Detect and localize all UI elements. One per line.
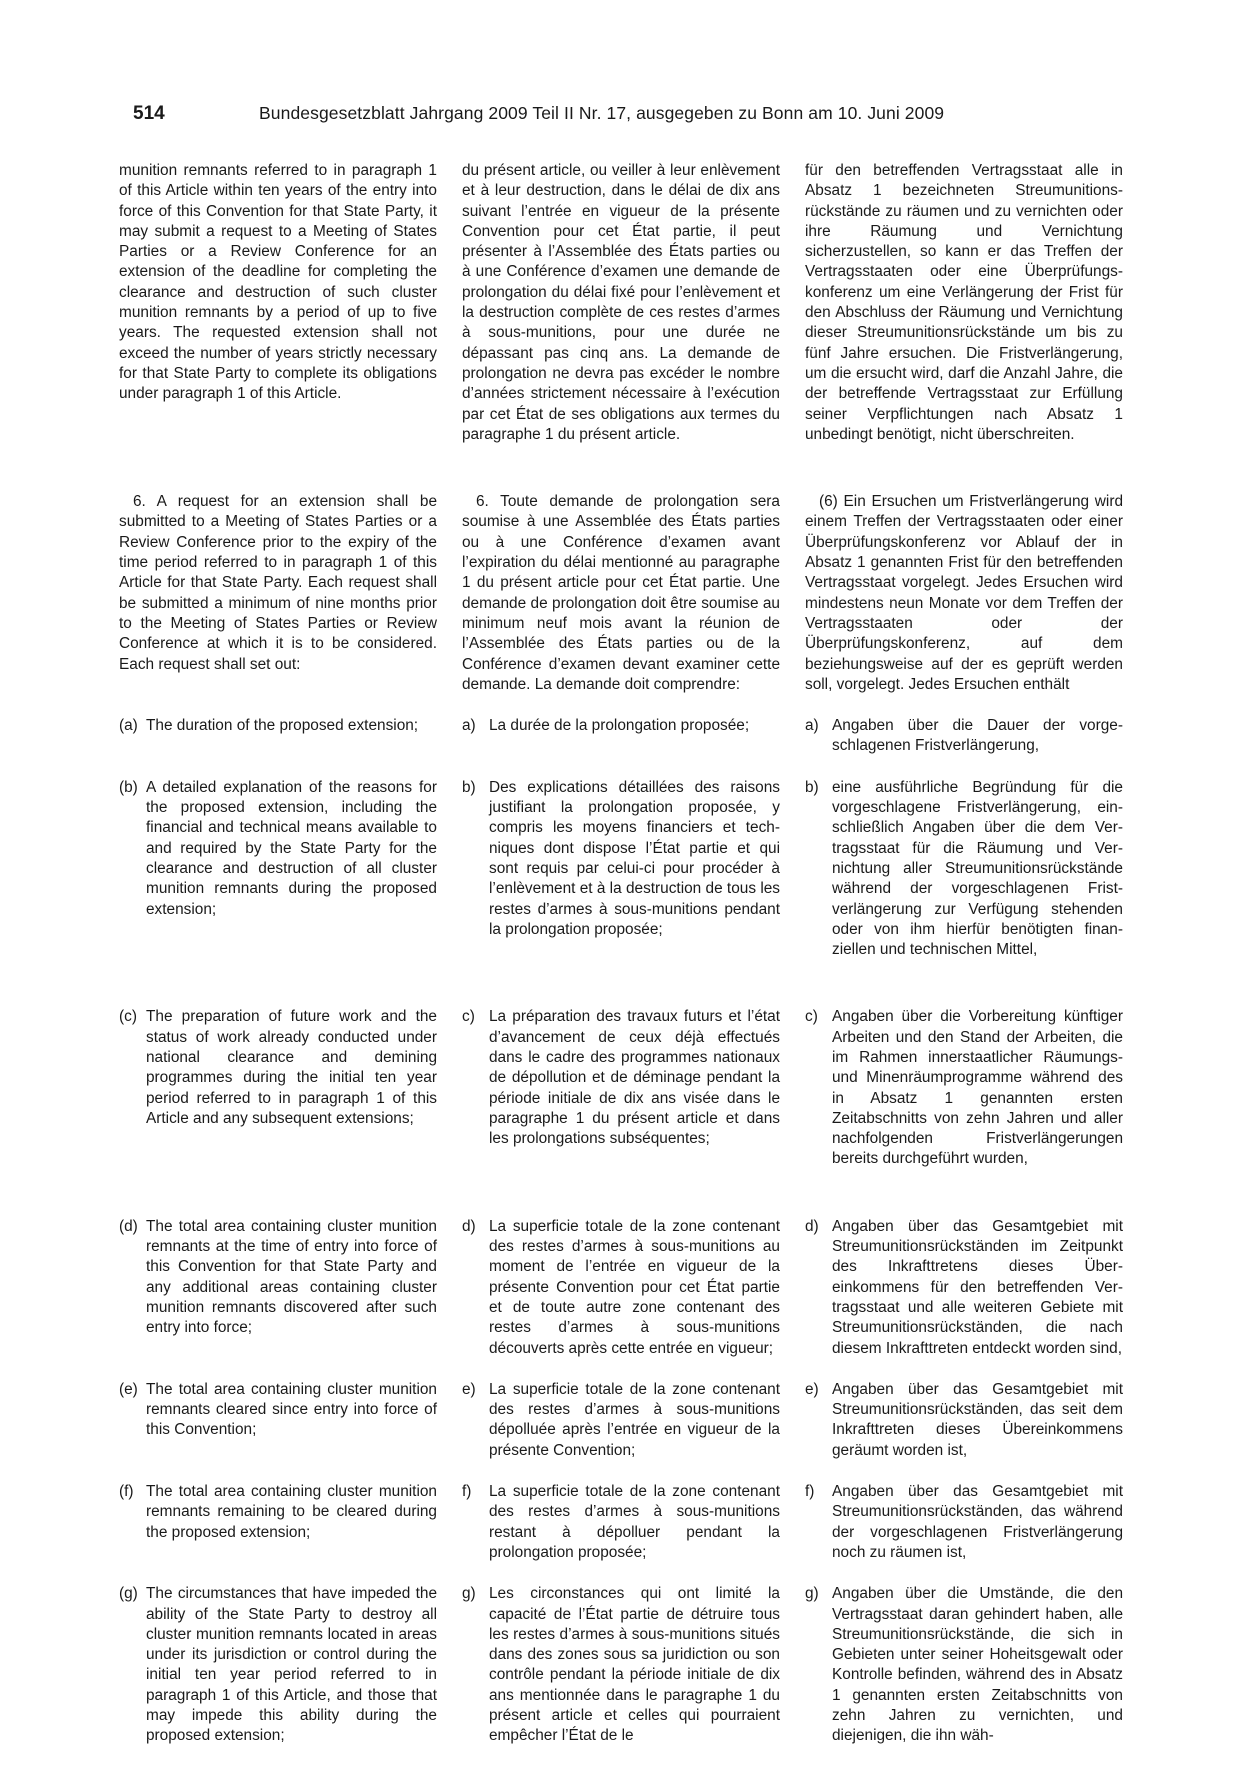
item-label: c)	[462, 1008, 475, 1026]
item-text: La durée de la prolongation proposée;	[489, 717, 750, 735]
german-item	[805, 1217, 1123, 1359]
item-text: Angaben über die Umstände, die den Vertragsstaat daran gehindert haben, alle Streumunitionsrückstände, die sich in Gebieten unter seiner Hoheitsgewalt oder Kontrolle befinden, während des in Absatz 1 genannten ersten Zeitabschnitts von zehn Jahren zu vernichten, und diejenigen, die ihn wäh-	[832, 1585, 1123, 1745]
item-label: g)	[462, 1585, 476, 1603]
french-column	[462, 492, 780, 695]
item-text: The duration of the proposed extension;	[146, 717, 419, 735]
german-column	[805, 161, 1123, 445]
item-text: The total area containing cluster munition remnants at the time of entry into force of this Convention for that State Party and any additional areas containing cluster munition remnants discovered after such entry into force;	[146, 1217, 437, 1337]
item-text: Angaben über die Vorbereitung künftiger Arbeiten und den Stand der Arbeiten, die im Rahmen innerstaatlicher Räumungs- und Minenräumprogramme während des in Absatz 1 genannten ersten Zeitabschnitts von zehn Jahren und aller nachfolgenden Fristverlängerungen bereits durchgeführt wurden,	[832, 1008, 1123, 1168]
french-item	[462, 1007, 780, 1169]
item-label: e)	[805, 1380, 819, 1398]
item-label: d)	[805, 1217, 819, 1235]
item-text: Les circonstances qui ont limité la capacité de l’État partie de détruire tous les restes d’armes à sous-munitions situés dans des zones sous sa juridiction ou son contrôle pendant la période initiale de dix ans mentionnée dans le paragraphe 1 du présent article et celles qui pourraient empêcher l’État de le	[489, 1585, 780, 1745]
german-item	[805, 716, 1123, 757]
item-text: La superficie totale de la zone contenant des restes d’armes à sous-munitions dépolluée après l’entrée en vigueur de la présente Convention;	[489, 1380, 780, 1459]
french-column	[462, 161, 780, 445]
list-item-b	[119, 778, 1124, 961]
page-header	[133, 103, 1113, 133]
item-label: g)	[805, 1585, 819, 1603]
paragraph-text: du présent article, ou veiller à leur enlèvement et à leur destruction, dans le délai de dix ans suivant l’entrée en vigueur de la présente Convention pour cet État partie, il peut présenter à l’Assemblée des États parties ou à une Conférence d’examen une demande de prolongation du délai fixé pour l’enlèvement et la destruction complète de ces restes d’armes à sous-munitions, pour une durée ne dépassant pas cinq ans. La demande de prolongation ne devra pas excéder le nombre d’années strictement nécessaire à l’exécution par cet État de ses obligations aux termes du paragraphe 1 du présent article.	[462, 162, 780, 443]
english-item	[119, 1482, 437, 1563]
gazette-title: Bundesgesetzblatt Jahrgang 2009 Teil II Nr. 17, ausgegeben zu Bonn am 10. Juni 2009	[259, 103, 945, 123]
english-column	[119, 492, 437, 695]
item-text: La superficie totale de la zone contenant des restes d’armes à sous-munitions au moment de l’entrée en vigueur de la présente Convention pour cet État partie et de toute autre zone contenant des restes d’armes à sous-munitions découverts après cette entrée en vigueur;	[489, 1217, 780, 1357]
paragraph-text: für den betreffenden Vertragsstaat alle in Absatz 1 bezeichneten Streumunitionsrückstände zu räumen und zu vernichten oder ihre Räumung und Vernichtung sicherzustellen, so kann er das Treffen der Vertragsstaaten oder eine Überprüfungskonferenz um eine Verlängerung der Frist für den Abschluss der Räumung und Vernichtung dieser Streumunitionsrückstände um bis zu fünf Jahre ersuchen. Die Fristverlängerung, um die ersucht wird, darf die Anzahl Jahre, die der betreffende Vertragsstaat zur Erfüllung seiner Verpflichtungen nach Absatz 1 unbedingt benötigt, nicht überschreiten.	[805, 162, 1123, 443]
english-column	[119, 161, 437, 445]
item-label: f)	[462, 1483, 472, 1501]
german-column	[805, 492, 1123, 695]
item-label: (d)	[119, 1217, 138, 1235]
item-text: The total area containing cluster munition remnants cleared since entry into force of this Convention;	[146, 1380, 437, 1439]
item-label: (g)	[119, 1585, 138, 1603]
paragraph-text: 6. Toute demande de prolongation sera soumise à une Assemblée des États parties ou à une Conférence d’examen avant l’expiration du délai mentionné au paragraphe 1 du présent article pour cet État partie. Une demande de prolongation doit être soumise au minimum neuf mois avant la réunion de l’Assemblée des États parties ou de la Conférence d’examen devant examiner cette demande. La demande doit comprendre:	[462, 493, 780, 693]
french-item	[462, 1217, 780, 1359]
list-item-g	[119, 1584, 1124, 1746]
english-item	[119, 1584, 437, 1746]
paragraph-5-continued	[119, 161, 1124, 445]
item-text: Angaben über das Gesamtgebiet mit Streumunitionsrückständen im Zeitpunkt des Inkrafttretens dieses Übereinkommens für den betreffenden Vertragsstaat und alle weiteren Gebiete mit Streumunitionsrückständen, die nach diesem Inkrafttreten entdeckt worden sind,	[832, 1217, 1123, 1357]
item-label: a)	[805, 717, 819, 735]
french-item	[462, 1584, 780, 1746]
item-text: A detailed explanation of the reasons for the proposed extension, including the financial and technical means available to and required by the State Party for the clearance and destruction of all cluster munition remnants during the proposed extension;	[146, 778, 437, 918]
french-item	[462, 1380, 780, 1461]
item-text: Des explications détaillées des raisons justifiant la prolongation proposée, y compris les moyens financiers et techniques dont dispose l’État partie et qui sont requis par celui-ci pour procéder à l’enlèvement et à la destruction de tous les restes d’armes à sous-munitions pendant la prolongation proposée;	[489, 778, 780, 938]
english-item	[119, 1217, 437, 1359]
item-label: d)	[462, 1217, 476, 1235]
english-item	[119, 1380, 437, 1461]
paragraph-text: munition remnants referred to in paragraph 1 of this Article within ten years of the entry into force of this Convention for that State Party, it may submit a request to a Meeting of States Parties or a Review Conference for an extension of the deadline for completing the clearance and destruction of such cluster munition remnants by a period of up to five years. The requested extension shall not exceed the number of years strictly necessary for that State Party to complete its obligations under paragraph 1 of this Article.	[119, 162, 437, 403]
list-item-a	[119, 716, 1124, 757]
french-item	[462, 716, 780, 757]
list-item-c	[119, 1007, 1124, 1169]
french-item	[462, 1482, 780, 1563]
item-text: The preparation of future work and the status of work already conducted under national clearance and demining programmes during the initial ten year period referred to in paragraph 1 of this Article and any subsequent extensions;	[146, 1008, 437, 1127]
item-text: Angaben über die Dauer der vorgeschlagenen Fristverlängerung,	[832, 717, 1123, 755]
page-number: 514	[133, 103, 165, 124]
german-item	[805, 778, 1123, 961]
item-label: b)	[805, 778, 819, 796]
item-label: (c)	[119, 1008, 137, 1026]
item-label: a)	[462, 717, 476, 735]
german-item	[805, 1007, 1123, 1169]
list-item-e	[119, 1380, 1124, 1461]
item-text: La superficie totale de la zone contenant des restes d’armes à sous-munitions restant à dépolluer pendant la prolongation proposée;	[489, 1483, 780, 1561]
german-item	[805, 1482, 1123, 1563]
item-text: La préparation des travaux futurs et l’état d’avancement de ceux déjà effectués dans le cadre des programmes nationaux de dépollution et de déminage pendant la période initiale de dix ans visée dans le paragraphe 1 du présent article et dans les prolongations subséquentes;	[489, 1008, 780, 1148]
item-text: eine ausführliche Begründung für die vorgeschlagene Fristverlängerung, einschließlich Angaben über die dem Vertragsstaat für die Räumung und Vernichtung aller Streumunitionsrückstände während der vorgeschlagenen Fristverlängerung zur Verfügung stehenden oder von ihm hierfür benötigten finanziellen und technischen Mittel,	[832, 778, 1123, 959]
item-text: The circumstances that have impeded the ability of the State Party to destroy all cluster munition remnants located in areas under its jurisdiction or control during the initial ten year period referred to in paragraph 1 of this Article, and those that may impede this ability during the proposed extension;	[146, 1585, 437, 1745]
item-text: The total area containing cluster munition remnants remaining to be cleared during the proposed extension;	[146, 1483, 437, 1541]
item-text: Angaben über das Gesamtgebiet mit Streumunitionsrückständen, das während der vorgeschlagenen Fristverlängerung noch zu räumen ist,	[832, 1483, 1123, 1561]
german-item	[805, 1584, 1123, 1746]
item-label: e)	[462, 1380, 476, 1398]
item-label: (a)	[119, 717, 138, 735]
list-item-f	[119, 1482, 1124, 1563]
english-item	[119, 778, 437, 961]
item-label: c)	[805, 1008, 818, 1026]
list-item-d	[119, 1217, 1124, 1359]
item-label: b)	[462, 778, 476, 796]
paragraph-text: (6) Ein Ersuchen um Fristverlängerung wird einem Treffen der Vertragsstaaten oder einer Überprüfungskonferenz vor Ablauf der in Absatz 1 genannten Frist für den betreffenden Vertragsstaat vorgelegt. Jedes Ersuchen wird mindestens neun Monate vor dem Treffen der Vertragsstaaten oder der Überprüfungskonferenz, auf dem beziehungsweise auf der es geprüft werden soll, vorgelegt. Jedes Ersuchen enthält	[805, 493, 1123, 693]
english-item	[119, 1007, 437, 1169]
english-item	[119, 716, 437, 757]
item-label: (f)	[119, 1483, 134, 1501]
item-label: (b)	[119, 778, 138, 796]
item-text: Angaben über das Gesamtgebiet mit Streumunitionsrückständen, das seit dem Inkrafttreten dieses Übereinkommens geräumt worden ist,	[832, 1380, 1123, 1459]
item-label: f)	[805, 1483, 815, 1501]
french-item	[462, 778, 780, 961]
paragraph-6	[119, 492, 1124, 695]
item-label: (e)	[119, 1380, 138, 1398]
german-item	[805, 1380, 1123, 1461]
paragraph-text: 6. A request for an extension shall be submitted to a Meeting of States Parties or a Review Conference prior to the expiry of the time period referred to in paragraph 1 of this Article for that State Party. Each request shall be submitted a minimum of nine months prior to the Meeting of States Parties or Review Conference at which it is to be considered. Each request shall set out:	[119, 493, 437, 673]
trilingual-text	[119, 161, 1124, 1768]
